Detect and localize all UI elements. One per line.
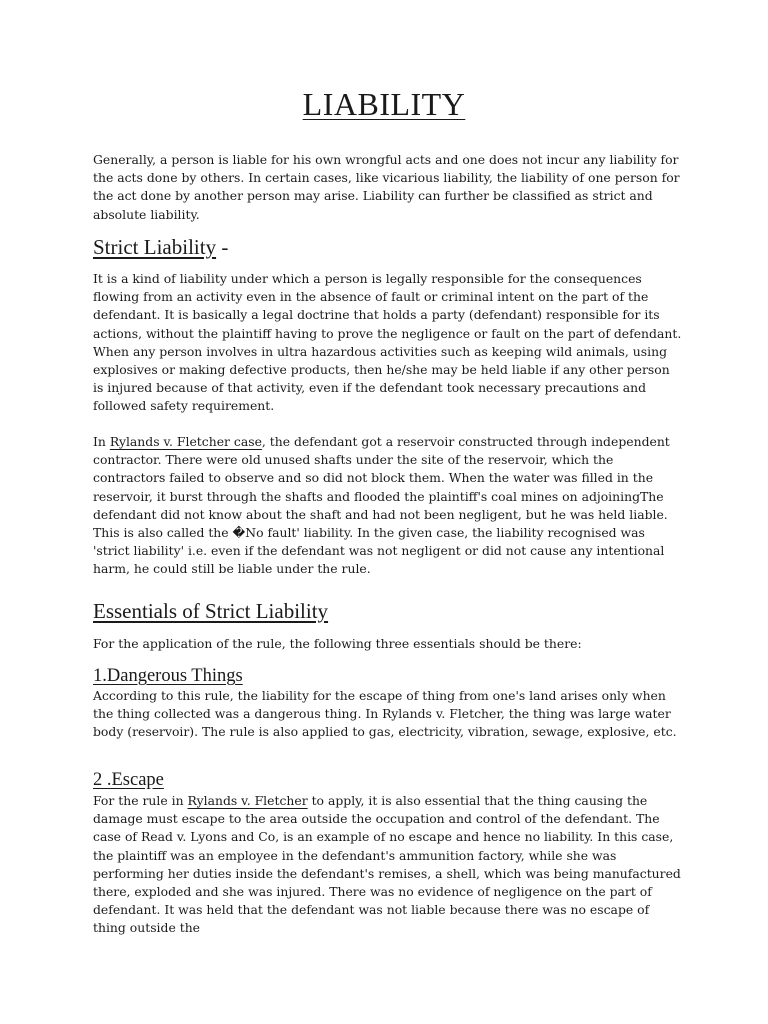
escape-body: to apply, it is also essential that the thing causing the damage must escape to the area outside the occupation and control of the defendant. The case of Read v. Lyons and Co, is an example of no escape and hence no liability. In this case, the plaintiff was an employee in the defendant's ammunition factory, while she was performing her duties inside the defendant's remises, a shell, which was being manufactured there, exploded and she was injured. There was no evidence of negligence on the part of defendant. It was held that the defendant was not liable because there was no escape of thing outside the: [93, 793, 681, 936]
rylands-case-link[interactable]: Rylands v. Fletcher case: [109, 434, 262, 449]
page-title: LIABILITY: [302, 86, 466, 122]
rylands-paragraph: [93, 433, 683, 579]
escape-heading: [93, 769, 164, 791]
intro-paragraph: Generally, a person is liable for his own wrongful acts and one does not incur any liability for the acts done by others. In certain cases, like vicarious liability, the liability of one person for the act done by another person may arise. Liability can further be classified as strict and absolute liability.: [93, 152, 680, 222]
dangerous-things-heading: [93, 665, 243, 687]
escape-heading-text: 2 .Escape: [93, 770, 164, 790]
dangerous-things-paragraph: According to this rule, the liability for the escape of thing from one's land arises only when the thing collected was a dangerous thing. In Rylands v. Fletcher, the thing was large water body (reservoir). The rule is also applied to gas, electricity, vibration, sewage, explosive, etc.: [93, 688, 677, 740]
escape-paragraph: [93, 792, 683, 938]
dangerous-things-heading-text: 1.Dangerous Things: [93, 666, 243, 686]
strict-liability-heading: [93, 235, 228, 259]
rylands-prefix: In: [93, 434, 110, 449]
rylands-body: , the defendant got a reservoir constructed through independent contractor. There were old unused shafts under the site of the reservoir, which the contractors failed to observe and so did not block them. When the water was filled in the reservoir, it burst through the shafts and flooded the plaintiff's coal mines on adjoiningThe defendant did not know about the shaft and had not been negligent, but he was held liable. This is also called the �No fault' liability. In the given case, the liability recognised was 'strict liability' i.e. even if the defendant was not negligent or did not cause any intentional harm, he could still be liable under the rule.: [93, 434, 670, 577]
essentials-heading-text: Essentials of Strict Liability: [93, 599, 329, 623]
essentials-heading: [93, 599, 328, 623]
strict-liability-heading-text: Strict Liability: [93, 235, 217, 259]
strict-liability-heading-suffix: -: [216, 235, 229, 259]
essentials-intro: For the application of the rule, the following three essentials should be there:: [93, 636, 582, 651]
escape-rylands-link[interactable]: Rylands v. Fletcher: [187, 793, 308, 808]
strict-liability-paragraph: It is a kind of liability under which a person is legally responsible for the consequences flowing from an activity even in the absence of fault or criminal intent on the part of the defendant. It is basically a legal doctrine that holds a party (defendant) responsible for its actions, without the plaintiff having to prove the negligence or fault on the part of defendant. When any person involves in ultra hazardous activities such as keeping wild animals, using explosives or making defective products, then he/she may be held liable if any other person is injured because of that activity, even if the defendant took necessary precautions and followed safety requirement.: [93, 271, 682, 414]
escape-prefix: For the rule in: [93, 793, 188, 808]
